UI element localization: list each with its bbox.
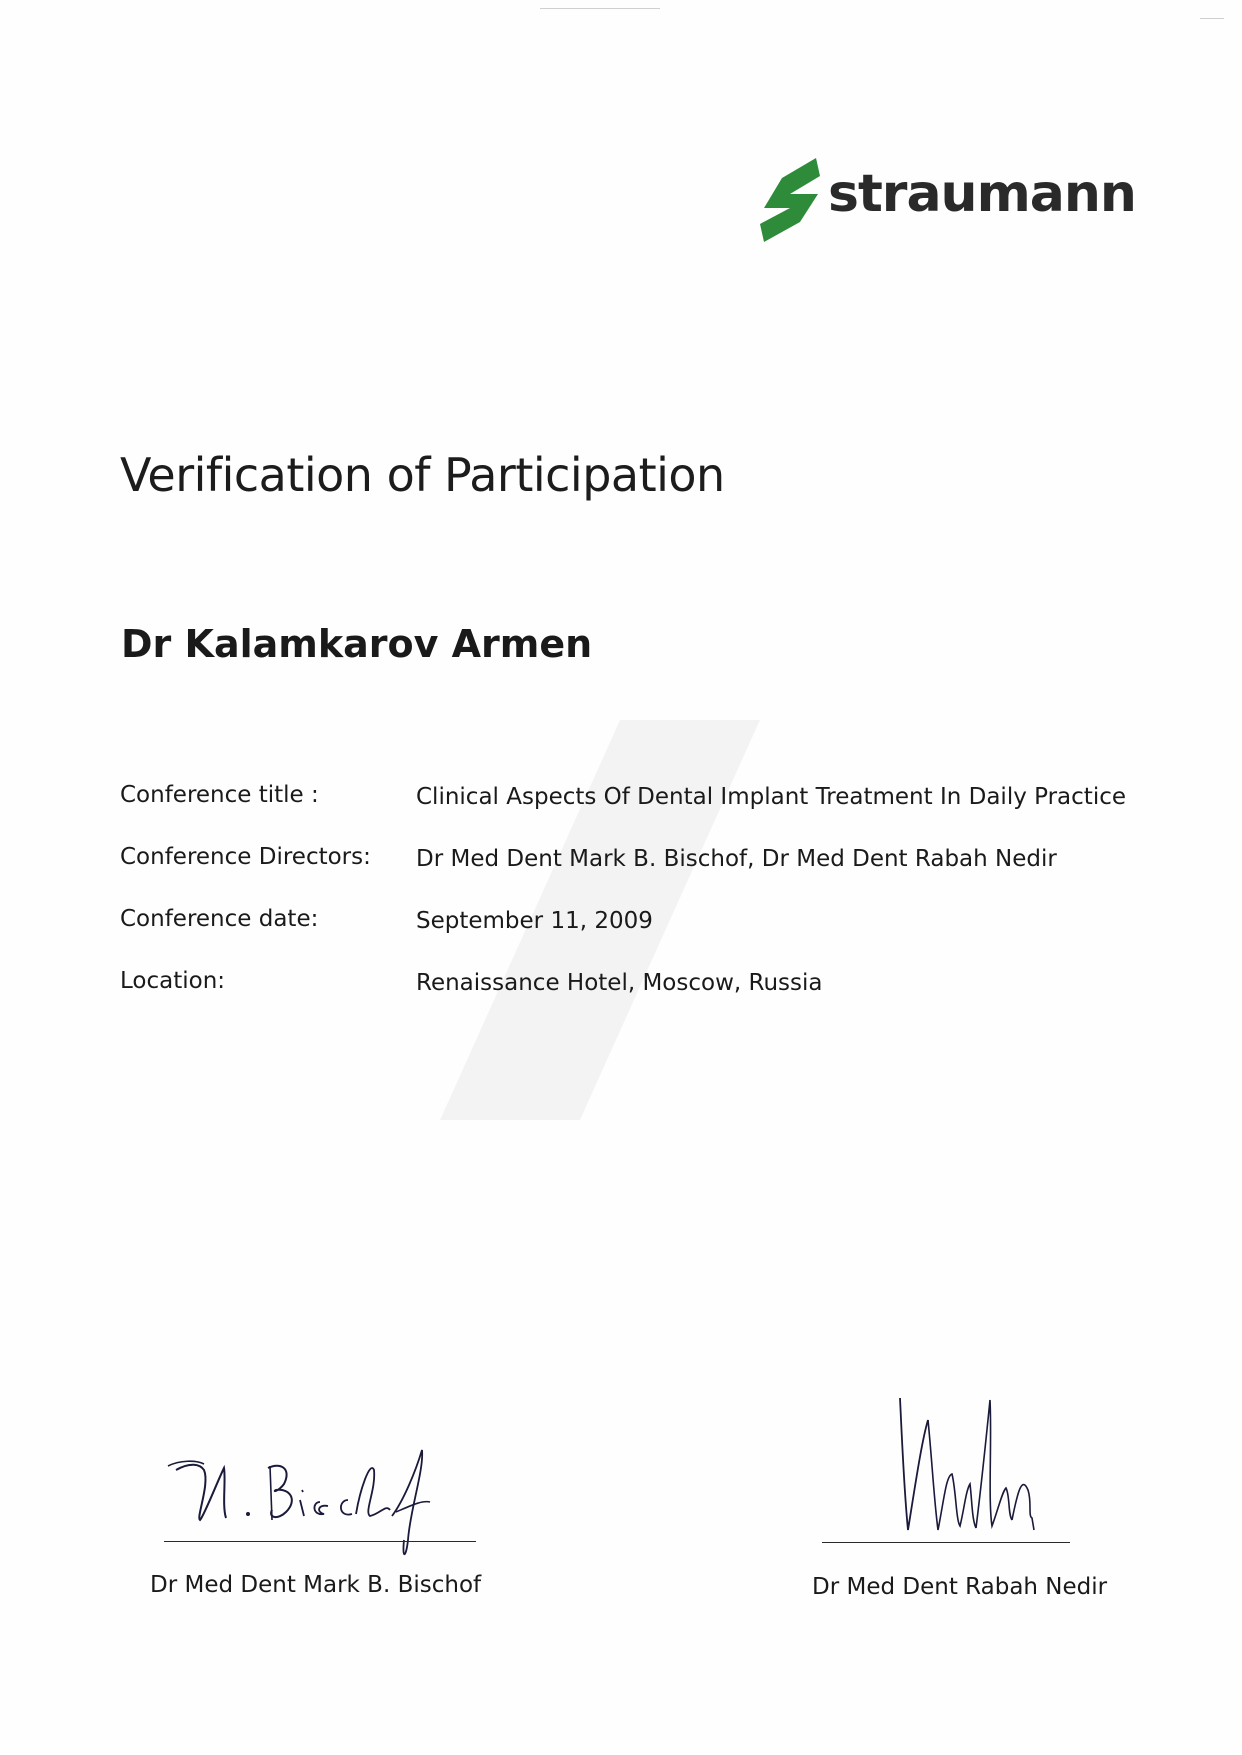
signature-nedir <box>872 1380 1052 1540</box>
detail-row-title <box>120 782 1150 844</box>
logo-wordmark: straumann <box>828 164 1136 224</box>
signatory-name: Dr Med Dent Rabah Nedir <box>812 1574 1108 1600</box>
straumann-logo-icon <box>760 158 822 242</box>
detail-value: September 11, 2009 <box>416 908 653 934</box>
detail-row-date <box>120 906 1150 968</box>
signature-block-nedir <box>812 1380 1132 1600</box>
scan-artifact <box>540 8 660 9</box>
detail-row-location <box>120 968 1150 1030</box>
detail-label: Conference title : <box>120 782 319 808</box>
detail-value: Clinical Aspects Of Dental Implant Treatment In Daily Practice <box>416 784 1127 810</box>
signature-line <box>822 1542 1070 1543</box>
detail-label: Conference Directors: <box>120 844 371 870</box>
conference-details <box>120 782 1150 1030</box>
detail-value: Dr Med Dent Mark B. Bischof, Dr Med Dent Rabah Nedir <box>416 846 1057 872</box>
signature-block-bischof <box>150 1440 510 1600</box>
signature-line <box>164 1541 476 1542</box>
detail-row-directors <box>120 844 1150 906</box>
straumann-logo <box>760 158 1140 248</box>
detail-label: Location: <box>120 968 226 994</box>
scan-artifact <box>1200 18 1224 19</box>
certificate-title: Verification of Participation <box>120 448 725 502</box>
detail-value: Renaissance Hotel, Moscow, Russia <box>416 970 823 996</box>
participant-name: Dr Kalamkarov Armen <box>121 622 593 666</box>
signatory-name: Dr Med Dent Mark B. Bischof <box>150 1572 482 1598</box>
detail-label: Conference date: <box>120 906 319 932</box>
signature-bischof <box>160 1440 480 1560</box>
